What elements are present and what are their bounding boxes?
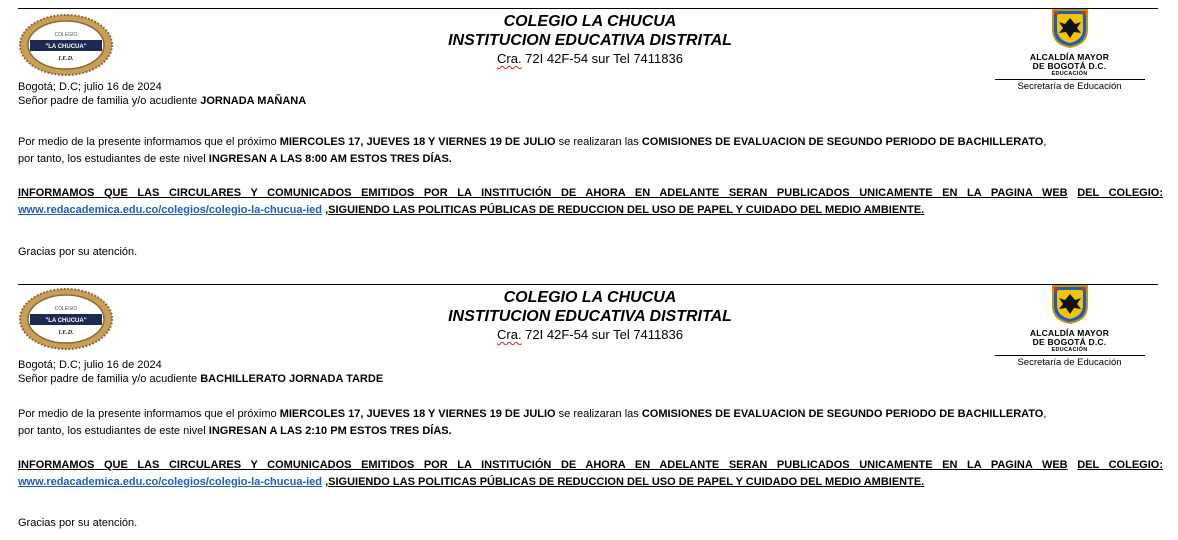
school-address bbox=[340, 326, 840, 344]
recipient-shift: JORNADA MAÑANA bbox=[200, 95, 307, 107]
recipient-prefix: Señor padre de familia y/o acudiente bbox=[18, 373, 201, 385]
school-seal-logo bbox=[18, 288, 114, 350]
p1-entry-time: INGRESAN A LAS 2:10 PM ESTOS TRES DÍAS. bbox=[208, 425, 452, 437]
alcaldia-line2: DE BOGOTÁ D.C. bbox=[1032, 61, 1107, 71]
school-seal-logo bbox=[18, 14, 114, 76]
school-address bbox=[340, 50, 840, 68]
letterhead bbox=[340, 288, 840, 344]
paragraph-web-notice bbox=[18, 457, 1163, 491]
p1-text-4: por tanto, los estudiantes de este nivel bbox=[18, 153, 209, 165]
school-name: COLEGIO LA CHUCUA bbox=[503, 13, 677, 30]
alcaldia-line4: Secretaría de Educación bbox=[1017, 357, 1122, 368]
p2-text-2: DEL COLEGIO: bbox=[1077, 187, 1164, 199]
alcaldia-logo bbox=[982, 8, 1157, 92]
bogota-shield-icon bbox=[1051, 8, 1089, 48]
seal-bottom-text: I.E.D. bbox=[58, 56, 74, 62]
seal-top-text: COLEGIO bbox=[54, 306, 78, 312]
p2-text-1: INFORMAMOS QUE LAS CIRCULARES Y COMUNICADOS EMITIDOS POR LA INSTITUCIÓN DE AHORA EN ADELANTE SERAN PUBLICADOS UNICAMENTE EN LA PAGINA WEB bbox=[18, 459, 1068, 471]
paragraph-notice bbox=[18, 134, 1163, 168]
alcaldia-line3: EDUCACIÓN bbox=[1051, 71, 1088, 77]
paragraph-notice bbox=[18, 406, 1163, 440]
p1-commission: COMISIONES DE EVALUACION DE SEGUNDO PERIODO DE BACHILLERATO bbox=[641, 408, 1044, 420]
seal-bottom-text: I.E.D. bbox=[58, 330, 74, 336]
alcaldia-rule bbox=[995, 355, 1145, 356]
letter-meta bbox=[18, 80, 306, 108]
p2-text-3: ,SIGUIENDO LAS POLITICAS PÚBLICAS DE REDUCCION DEL USO DE PAPEL Y CUIDADO DEL MEDIO AMBIENTE. bbox=[325, 476, 925, 488]
letter-date: Bogotá; D.C; julio 16 de 2024 bbox=[18, 359, 162, 371]
alcaldia-line3: EDUCACIÓN bbox=[1051, 347, 1088, 353]
seal-name-text: "LA CHUCUA" bbox=[45, 44, 87, 50]
address-rest: 72I 42F-54 sur Tel 7411836 bbox=[521, 327, 683, 342]
school-type: INSTITUCION EDUCATIVA DISTRITAL bbox=[448, 32, 732, 49]
letter-recipient bbox=[18, 372, 383, 386]
letterhead bbox=[340, 12, 840, 68]
p1-dates: MIERCOLES 17, JUEVES 18 Y VIERNES 19 DE JULIO bbox=[279, 136, 556, 148]
alcaldia-line4: Secretaría de Educación bbox=[1017, 81, 1122, 92]
recipient-prefix: Señor padre de familia y/o acudiente bbox=[18, 95, 201, 107]
p1-text-2: se realizaran las bbox=[555, 136, 642, 148]
p1-commission: COMISIONES DE EVALUACION DE SEGUNDO PERIODO DE BACHILLERATO bbox=[641, 136, 1044, 148]
letter-recipient bbox=[18, 94, 306, 108]
alcaldia-line1: ALCALDÍA MAYOR bbox=[1029, 52, 1110, 62]
p1-text-1: Por medio de la presente informamos que el próximo bbox=[18, 408, 280, 420]
school-website-link[interactable]: www.redacademica.edu.co/colegios/colegio-la-chucua-ied bbox=[18, 476, 323, 488]
paragraph-web-notice bbox=[18, 185, 1163, 219]
seal-top-text: COLEGIO bbox=[54, 32, 78, 38]
p1-text-3: , bbox=[1043, 408, 1047, 420]
school-name: COLEGIO LA CHUCUA bbox=[503, 289, 677, 306]
address-rest: 72I 42F-54 sur Tel 7411836 bbox=[521, 51, 683, 66]
alcaldia-line1: ALCALDÍA MAYOR bbox=[1029, 328, 1110, 338]
alcaldia-line2: DE BOGOTÁ D.C. bbox=[1032, 337, 1107, 347]
thanks-line: Gracias por su atención. bbox=[18, 246, 138, 258]
address-abbr: Cra. bbox=[497, 327, 522, 342]
letter-date: Bogotá; D.C; julio 16 de 2024 bbox=[18, 81, 162, 93]
thanks-line: Gracias por su atención. bbox=[18, 517, 138, 529]
p1-dates: MIERCOLES 17, JUEVES 18 Y VIERNES 19 DE JULIO bbox=[279, 408, 556, 420]
letter-meta bbox=[18, 358, 383, 386]
p2-text-1: INFORMAMOS QUE LAS CIRCULARES Y COMUNICADOS EMITIDOS POR LA INSTITUCIÓN DE AHORA EN ADELANTE SERAN PUBLICADOS UNICAMENTE EN LA PAGINA WEB bbox=[18, 187, 1068, 199]
p1-text-1: Por medio de la presente informamos que el próximo bbox=[18, 136, 280, 148]
school-type: INSTITUCION EDUCATIVA DISTRITAL bbox=[448, 308, 732, 325]
recipient-shift: BACHILLERATO JORNADA TARDE bbox=[200, 373, 384, 385]
p1-entry-time: INGRESAN A LAS 8:00 AM ESTOS TRES DÍAS. bbox=[208, 153, 452, 165]
alcaldia-rule bbox=[995, 79, 1145, 80]
p2-text-2: DEL COLEGIO: bbox=[1077, 459, 1164, 471]
p1-text-2: se realizaran las bbox=[555, 408, 642, 420]
p2-text-3: ,SIGUIENDO LAS POLITICAS PÚBLICAS DE REDUCCION DEL USO DE PAPEL Y CUIDADO DEL MEDIO AMBIENTE. bbox=[325, 204, 925, 216]
school-website-link[interactable]: www.redacademica.edu.co/colegios/colegio-la-chucua-ied bbox=[18, 204, 323, 216]
bogota-shield-icon bbox=[1051, 284, 1089, 324]
p1-text-4: por tanto, los estudiantes de este nivel bbox=[18, 425, 209, 437]
seal-name-text: "LA CHUCUA" bbox=[45, 318, 87, 324]
p1-text-3: , bbox=[1043, 136, 1047, 148]
alcaldia-logo bbox=[982, 284, 1157, 368]
address-abbr: Cra. bbox=[497, 51, 522, 66]
